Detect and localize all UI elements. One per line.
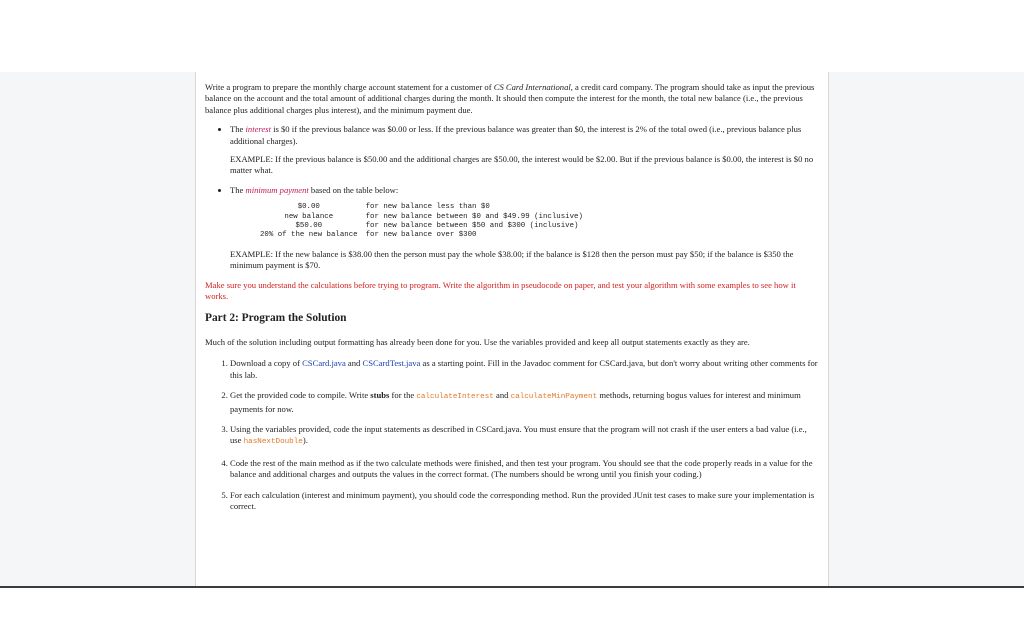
table-row: $0.00 for new balance less than $0 — [297, 203, 490, 212]
bottom-divider — [0, 586, 1024, 588]
minimum-payment-term: minimum payment — [245, 184, 309, 195]
document-content — [196, 72, 828, 512]
cscard-java-link[interactable]: CSCard.java — [302, 358, 346, 369]
requirements-list — [205, 124, 818, 271]
table-row: 20% of the new balance for new balance over $300 — [260, 231, 477, 240]
interest-term: interest — [245, 124, 271, 135]
list-item-minimum-payment: • The minimum payment based on the table below: $0.00 for new balance less than $0 new balance for new balance between $0 and $49.99 (inclusive) $50.00 for new balance between $50 and $300 (inclusive) 20% of the new balance for new balance over $300 EXAMPLE: If the new balance is $38.00 then the person must pay the whole $38.00; if the balance is $128 then the person must pay $50; if the balance is $350 the minimum payment is $70. — [230, 185, 818, 272]
step-4: 4. Code the rest of the main method as if the two calculate methods were finished, and then test your program. You should see that the code properly reads in a value for the balance and additional charges and outputs the values in the correct format. (The numbers should be wrong until you finish your coding.) — [230, 458, 818, 481]
part2-lead: Much of the solution including output formatting has already been done for you. Use the variables provided and keep all output statements exactly as they are. — [205, 336, 750, 347]
minimum-payment-example: EXAMPLE: If the new balance is $38.00 then the person must pay the whole $38.00; if the balance is $128 then the person must pay $50; if the balance is $350 the minimum payment is $70. — [230, 248, 794, 271]
minimum-payment-table — [260, 203, 583, 241]
document-page — [195, 72, 829, 586]
step-1: 1. Download a copy of CSCard.java and CSCardTest.java as a starting point. Fill in the Javadoc comment for CSCard.java, but don't worry about writing other comments for this lab. — [230, 358, 818, 381]
warning-note: Make sure you understand the calculations before trying to program. Write the algorithm in pseudocode on paper, and test your algorithm with some examples to see how it works. — [205, 279, 796, 302]
list-item-interest: • The interest is $0 if the previous balance was $0.00 or less. If the previous balance was greater than $0, the interest is 2% of the total owed (i.e., previous balance plus additional charges). EXAMPLE: If the previous balance is $50.00 and the additional charges are $50.00, the interest would be $2.00. But if the previous balance is $0.00, the interest is $0 no matter what. — [230, 124, 818, 177]
company-name: CS Card International — [493, 82, 571, 92]
step-2: 2. Get the provided code to compile. Write stubs for the calculateInterest and calculateMinPayment methods, returning bogus values for interest and minimum payments for now. — [230, 390, 818, 415]
table-row: new balance for new balance between $0 and $49.99 (inclusive) — [284, 212, 583, 221]
interest-example: EXAMPLE: If the previous balance is $50.00 and the additional charges are $50.00, the interest would be $2.00. But if the previous balance is $0.00, the interest is $0 no matter what. — [230, 154, 814, 176]
code-calculate-interest: calculateInterest — [416, 393, 494, 402]
code-has-next-double: hasNextDouble — [243, 438, 303, 447]
part2-heading: Part 2: Program the Solution — [205, 311, 347, 324]
intro-paragraph: Write a program to prepare the monthly charge account statement for a customer of CS Card International, a credit card company. The program should take as input the previous balance on the account and the total amount of additional charges during the month. It should then compute the interest for the month, the total new balance (i.e., the previous balance plus additional charges plus interest), and the minimum payment due. — [205, 82, 815, 115]
table-row: $50.00 for new balance between $50 and $300 (inclusive) — [295, 222, 579, 231]
code-calculate-min-payment: calculateMinPayment — [510, 393, 598, 402]
cscardtest-java-link[interactable]: CSCardTest.java — [362, 358, 421, 369]
step-3: 3. Using the variables provided, code the input statements as described in CSCard.java. You must ensure that the program will not crash if the user enters a bad value (i.e., use hasNextDouble). — [230, 424, 818, 449]
step-5: 5. For each calculation (interest and minimum payment), you should code the corresponding method. Run the provided JUnit test cases to make sure your implementation is correct. — [230, 490, 818, 513]
steps-list — [205, 358, 818, 512]
